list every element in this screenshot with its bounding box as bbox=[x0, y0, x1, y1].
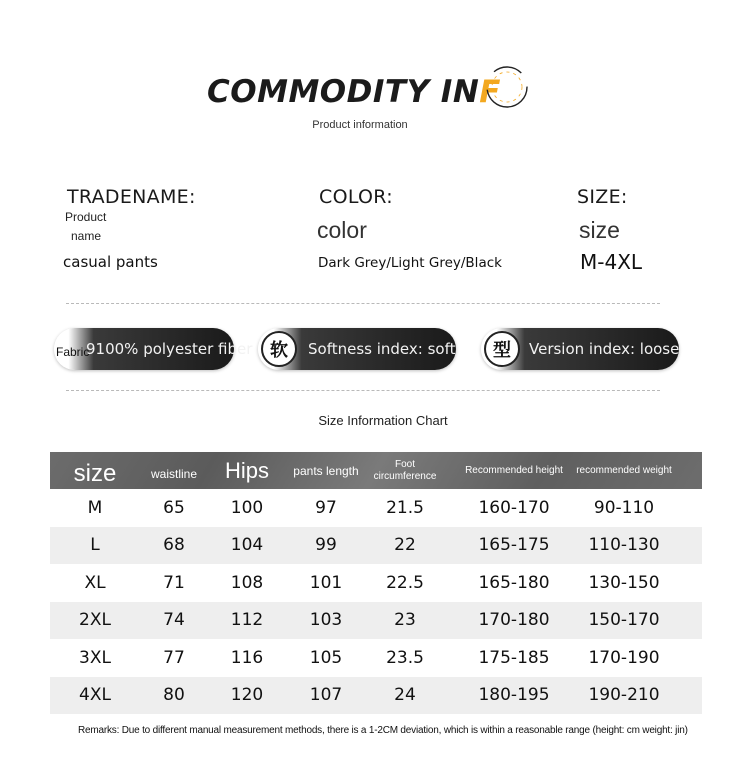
tradename-sub-1: Product bbox=[65, 210, 107, 224]
table-cell: 190-210 bbox=[588, 685, 660, 706]
table-cell: 77 bbox=[163, 647, 185, 668]
fabric-label: Fabric bbox=[56, 345, 90, 359]
table-cell: 160-170 bbox=[478, 497, 550, 518]
table-row bbox=[50, 639, 702, 677]
size-label: SIZE: bbox=[577, 186, 628, 208]
header-cell-recommended-height: Recommended height bbox=[465, 464, 563, 476]
table-cell: 130-150 bbox=[588, 572, 660, 593]
table-cell: 97 bbox=[315, 497, 337, 518]
table-cell: 175-185 bbox=[478, 647, 550, 668]
tradename-sub-2: name bbox=[71, 229, 102, 243]
table-body bbox=[50, 489, 702, 714]
table-cell: 170-190 bbox=[588, 647, 660, 668]
table-cell: 2XL bbox=[79, 610, 111, 631]
table-row bbox=[50, 489, 702, 527]
title-main: COMMODITY IN bbox=[207, 74, 480, 110]
size-table bbox=[50, 452, 702, 714]
color-value: Dark Grey/Light Grey/Black bbox=[318, 255, 502, 271]
divider bbox=[66, 303, 660, 304]
table-cell: M bbox=[87, 497, 103, 518]
table-cell: 65 bbox=[163, 497, 185, 518]
table-cell: 3XL bbox=[79, 647, 111, 668]
table-cell: 170-180 bbox=[478, 610, 550, 631]
header-cell-pants-length: pants length bbox=[293, 463, 359, 478]
version-badge-icon: 型 bbox=[484, 331, 520, 367]
table-cell: 150-170 bbox=[588, 610, 660, 631]
size-sub: size bbox=[579, 217, 620, 243]
brand-seal-icon bbox=[478, 58, 536, 116]
header-cell-size: size bbox=[73, 459, 117, 487]
table-row bbox=[50, 677, 702, 715]
feature-pill-softness bbox=[258, 328, 456, 370]
table-header bbox=[50, 452, 702, 489]
table-cell: 103 bbox=[309, 610, 343, 631]
table-row bbox=[50, 527, 702, 565]
table-cell: 108 bbox=[230, 572, 264, 593]
header-cell-recommended-weight: recommended weight bbox=[576, 464, 672, 476]
table-cell: 105 bbox=[309, 647, 343, 668]
table-cell: 104 bbox=[230, 535, 264, 556]
header-cell-foot-circumference: Foot circumference bbox=[373, 458, 437, 482]
table-cell: 180-195 bbox=[478, 685, 550, 706]
table-row bbox=[50, 564, 702, 602]
header-cell-hips: Hips bbox=[224, 457, 269, 483]
table-cell: 22 bbox=[394, 535, 416, 556]
table-cell: XL bbox=[84, 572, 106, 593]
table-cell: 165-180 bbox=[478, 572, 550, 593]
tradename-label: TRADENAME: bbox=[67, 186, 196, 208]
table-cell: 90-110 bbox=[593, 497, 655, 518]
table-cell: 22.5 bbox=[386, 572, 424, 593]
size-value: M-4XL bbox=[580, 250, 643, 274]
table-cell: 110-130 bbox=[588, 535, 660, 556]
tradename-value: casual pants bbox=[63, 253, 158, 271]
table-cell: 80 bbox=[163, 685, 185, 706]
feature-label: Version index: loose bbox=[529, 340, 680, 358]
color-label: COLOR: bbox=[319, 186, 393, 208]
softness-badge-icon: 软 bbox=[261, 331, 297, 367]
table-cell: 4XL bbox=[79, 685, 111, 706]
table-row bbox=[50, 602, 702, 640]
table-cell: 100 bbox=[230, 497, 264, 518]
feature-pill-version bbox=[481, 328, 679, 370]
title-accent: F bbox=[479, 74, 501, 110]
table-cell: 24 bbox=[394, 685, 416, 706]
page-title bbox=[207, 74, 501, 110]
table-cell: 107 bbox=[309, 685, 343, 706]
color-sub: color bbox=[317, 217, 367, 243]
table-cell: 21.5 bbox=[386, 497, 424, 518]
table-cell: 71 bbox=[163, 572, 185, 593]
table-cell: 165-175 bbox=[478, 535, 550, 556]
table-cell: 120 bbox=[230, 685, 264, 706]
remarks-note: Remarks: Due to different manual measurement methods, there is a 1-2CM deviation, which is within a reasonable range (height: cm weight: jin) bbox=[78, 725, 688, 736]
table-cell: 23.5 bbox=[386, 647, 424, 668]
feature-label: 9100% polyester fiber bbox=[86, 340, 253, 358]
divider bbox=[66, 390, 660, 391]
table-cell: 99 bbox=[315, 535, 337, 556]
table-cell: 74 bbox=[163, 610, 185, 631]
header-cell-waistline: waistline bbox=[150, 466, 198, 481]
table-cell: 112 bbox=[230, 610, 264, 631]
page-subtitle: Product information bbox=[312, 119, 408, 131]
size-chart-title: Size Information Chart bbox=[318, 413, 448, 428]
table-cell: 23 bbox=[394, 610, 416, 631]
table-cell: L bbox=[90, 535, 100, 556]
feature-label: Softness index: soft bbox=[308, 340, 456, 358]
table-cell: 116 bbox=[230, 647, 264, 668]
table-cell: 68 bbox=[163, 535, 185, 556]
table-cell: 101 bbox=[309, 572, 343, 593]
